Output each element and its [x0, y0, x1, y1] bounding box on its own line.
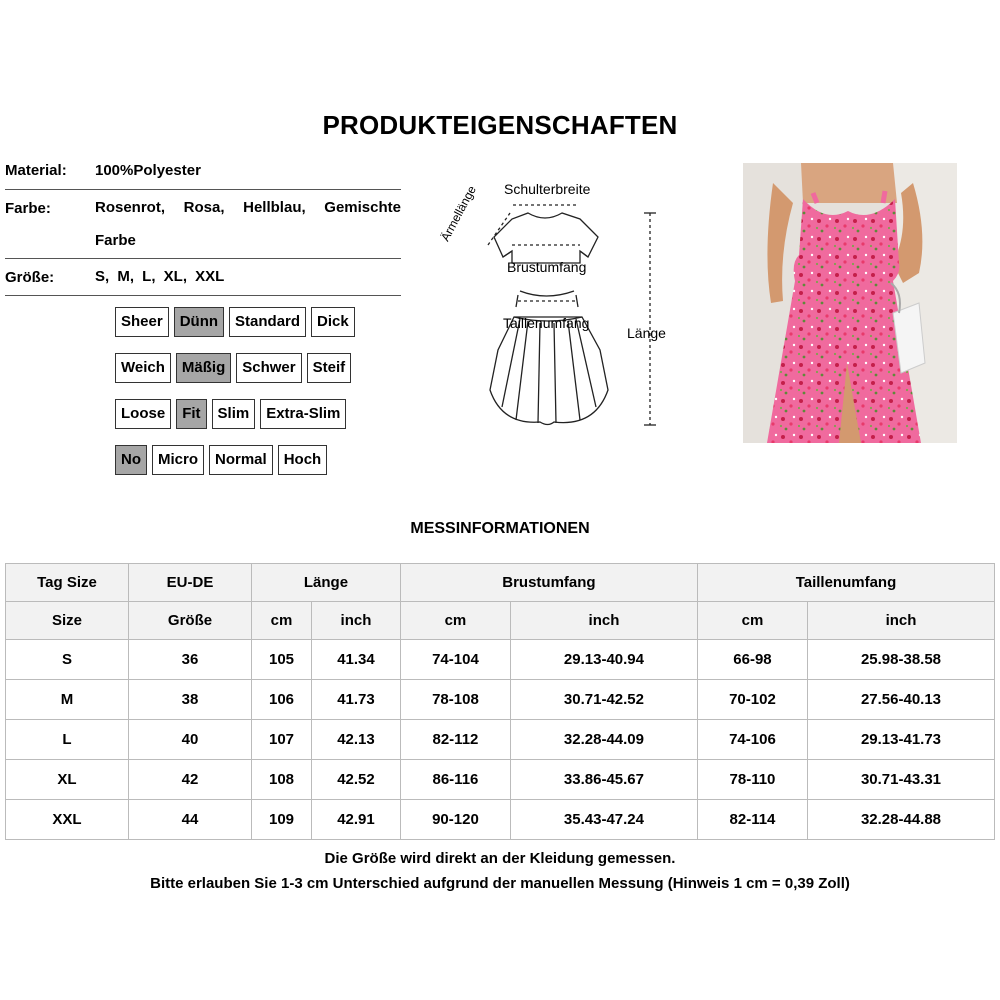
table-cell: 82-112 [400, 720, 510, 760]
option-group [115, 445, 327, 475]
table-cell: 27.56-40.13 [807, 680, 994, 720]
property-material [5, 160, 401, 190]
subheader-cell: cm [400, 602, 510, 640]
option-chip: Sheer [115, 307, 169, 337]
table-cell: 70-102 [697, 680, 807, 720]
table-cell: 32.28-44.88 [807, 800, 994, 840]
label-shoulder: Schulterbreite [504, 181, 591, 197]
table-cell: 30.71-43.31 [807, 760, 994, 800]
size-table [5, 563, 995, 840]
header-tag-size: Tag Size [6, 564, 129, 602]
table-cell: 74-106 [697, 720, 807, 760]
table-cell: 108 [252, 760, 312, 800]
table-cell: 42.13 [312, 720, 401, 760]
table-cell: 66-98 [697, 640, 807, 680]
table-cell: 38 [129, 680, 252, 720]
property-label: Material: [5, 162, 67, 179]
table-row [6, 720, 995, 760]
table-cell: 106 [252, 680, 312, 720]
table-cell: 105 [252, 640, 312, 680]
property-label: Größe: [5, 269, 55, 286]
dress-photo-icon [743, 163, 957, 443]
option-chip: Dünn [174, 307, 224, 337]
table-cell: 107 [252, 720, 312, 760]
table-cell: L [6, 720, 129, 760]
page-title: PRODUKTEIGENSCHAFTEN [322, 110, 678, 140]
table-header-row [6, 564, 995, 602]
table-subheader-row [6, 602, 995, 640]
table-cell: 41.73 [312, 680, 401, 720]
subheader-cell: cm [252, 602, 312, 640]
option-chip: Schwer [236, 353, 301, 383]
label-sleeve: Ärmellänge [438, 183, 479, 244]
table-row [6, 640, 995, 680]
table-cell: 42 [129, 760, 252, 800]
subheader-cell: Size [6, 602, 129, 640]
table-cell: 30.71-42.52 [510, 680, 697, 720]
subheader-cell: Größe [129, 602, 252, 640]
option-chip: Normal [209, 445, 273, 475]
option-chip: Weich [115, 353, 171, 383]
table-cell: 82-114 [697, 800, 807, 840]
table-cell: 36 [129, 640, 252, 680]
table-cell: 35.43-47.24 [510, 800, 697, 840]
header-eu-de: EU-DE [129, 564, 252, 602]
note-tolerance: Bitte erlauben Sie 1-3 cm Unterschied aufgrund der manuellen Messung (Hinweis 1 cm = 0,39 Zoll) [150, 875, 850, 892]
option-chip: Hoch [278, 445, 328, 475]
option-group [115, 307, 355, 337]
table-cell: S [6, 640, 129, 680]
table-cell: M [6, 680, 129, 720]
option-chip: Steif [307, 353, 352, 383]
label-bust: Brustumfang [507, 259, 587, 275]
option-chip: Slim [212, 399, 256, 429]
table-cell: 42.91 [312, 800, 401, 840]
subheader-cell: inch [807, 602, 994, 640]
table-cell: 25.98-38.58 [807, 640, 994, 680]
measurement-title: MESSINFORMATIONEN [410, 520, 590, 537]
property-color [5, 190, 401, 258]
header-length: Länge [252, 564, 401, 602]
option-chip: No [115, 445, 147, 475]
table-cell: 29.13-41.73 [807, 720, 994, 760]
property-size [5, 259, 401, 295]
property-label: Farbe: [5, 200, 51, 217]
property-value: S, M, L, XL, XXL [95, 268, 225, 285]
option-chip: Standard [229, 307, 306, 337]
table-cell: 40 [129, 720, 252, 760]
subheader-cell: cm [697, 602, 807, 640]
option-chip: Fit [176, 399, 206, 429]
table-cell: 33.86-45.67 [510, 760, 697, 800]
table-cell: XL [6, 760, 129, 800]
option-chip: Extra-Slim [260, 399, 346, 429]
option-chip: Loose [115, 399, 171, 429]
table-row [6, 800, 995, 840]
option-chip: Micro [152, 445, 204, 475]
table-cell: 44 [129, 800, 252, 840]
table-cell: 29.13-40.94 [510, 640, 697, 680]
measurement-diagram [440, 175, 680, 435]
table-row [6, 760, 995, 800]
subheader-cell: inch [510, 602, 697, 640]
label-waist: Taillenumfang [503, 315, 590, 331]
subheader-cell: inch [312, 602, 401, 640]
property-value: 100%Polyester [95, 162, 201, 179]
divider [5, 295, 401, 296]
table-cell: 32.28-44.09 [510, 720, 697, 760]
dress-outline-icon [440, 175, 680, 435]
table-cell: 90-120 [400, 800, 510, 840]
table-cell: 78-110 [697, 760, 807, 800]
product-photo [743, 163, 957, 443]
table-cell: 42.52 [312, 760, 401, 800]
option-group [115, 353, 351, 383]
table-cell: 74-104 [400, 640, 510, 680]
table-cell: 41.34 [312, 640, 401, 680]
table-cell: 86-116 [400, 760, 510, 800]
header-waist: Taillenumfang [697, 564, 994, 602]
note-measured: Die Größe wird direkt an der Kleidung gemessen. [324, 850, 676, 867]
property-value: Rosenrot, Rosa, Hellblau, Gemischte Farbe [95, 199, 401, 249]
option-chip: Dick [311, 307, 355, 337]
header-bust: Brustumfang [400, 564, 697, 602]
table-cell: XXL [6, 800, 129, 840]
label-length: Länge [627, 325, 666, 341]
option-group [115, 399, 346, 429]
table-row [6, 680, 995, 720]
option-chip: Mäßig [176, 353, 231, 383]
table-cell: 78-108 [400, 680, 510, 720]
table-cell: 109 [252, 800, 312, 840]
